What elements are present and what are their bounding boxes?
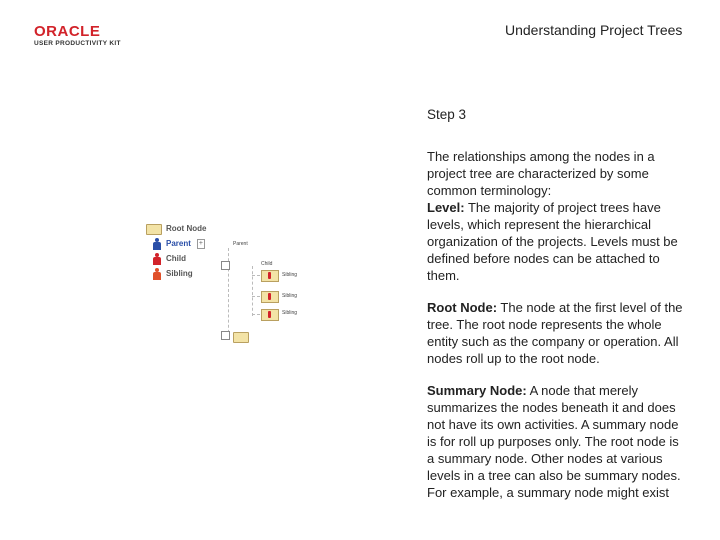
tree-sibling-label-3: Sibling xyxy=(282,310,298,316)
sibling-node-icon xyxy=(261,309,279,321)
legend-root-label: Root Node xyxy=(166,224,207,233)
root-node-paragraph xyxy=(427,299,685,367)
parent-person-icon xyxy=(152,238,162,250)
folder-icon xyxy=(146,224,162,235)
level-text: The majority of project trees have levels, which represent the hierarchical organization of the projects. Levels must be defined before nodes can be attached to them. xyxy=(427,200,678,283)
root-node-text: The node at the first level of the tree. The root node represents the whole entity such as the company or operation. All nodes roll up to the root node. xyxy=(427,300,683,366)
legend-child-label: Child xyxy=(166,254,186,263)
level-term: Level: xyxy=(427,200,465,215)
collapse-box-icon xyxy=(221,331,230,340)
legend-child xyxy=(146,252,186,266)
legend-parent xyxy=(146,237,205,251)
sibling-person-icon xyxy=(152,268,162,280)
expand-icon: + xyxy=(198,240,203,247)
collapse-box-icon xyxy=(221,261,230,270)
folder-icon xyxy=(233,332,249,343)
oracle-upk-logo xyxy=(34,24,134,48)
legend-sibling xyxy=(146,267,193,281)
tree-connector xyxy=(252,296,260,297)
sibling-node-icon xyxy=(261,291,279,303)
tree-connector xyxy=(252,275,260,276)
tree-connector xyxy=(252,314,260,315)
intro-text: The relationships among the nodes in a project tree are characterized by some common terminology: xyxy=(427,149,655,198)
step-label: Step 3 xyxy=(427,107,467,122)
tree-child-label: Child xyxy=(261,261,273,267)
tree-sibling-label-2: Sibling xyxy=(282,293,298,299)
summary-node-text: A node that merely summarizes the nodes beneath it and does not have its own activities. A summary node is for roll up purposes only. The root node is a summary node. Other nodes at various levels in a tree can also be summary nodes. For example, a summary node might exist xyxy=(427,383,681,500)
tree-parent-label: Parent xyxy=(233,241,248,247)
legend-root-node xyxy=(146,222,206,236)
project-tree-diagram xyxy=(140,218,320,348)
step-description xyxy=(427,148,685,516)
legend-sibling-label: Sibling xyxy=(166,269,193,278)
logo-brand: ORACLE xyxy=(34,23,101,40)
summary-node-term: Summary Node: xyxy=(427,383,527,398)
child-person-icon xyxy=(152,253,162,265)
page-title: Understanding Project Trees xyxy=(505,22,683,38)
child-node-icon xyxy=(261,270,279,282)
summary-node-paragraph xyxy=(427,382,685,501)
root-node-term: Root Node: xyxy=(427,300,498,315)
tree-connector xyxy=(252,266,253,316)
tree-sibling-label-1: Sibling xyxy=(282,272,298,278)
logo-product: USER PRODUCTIVITY KIT xyxy=(34,40,121,47)
legend-parent-label: Parent xyxy=(166,239,191,248)
intro-paragraph xyxy=(427,148,685,284)
